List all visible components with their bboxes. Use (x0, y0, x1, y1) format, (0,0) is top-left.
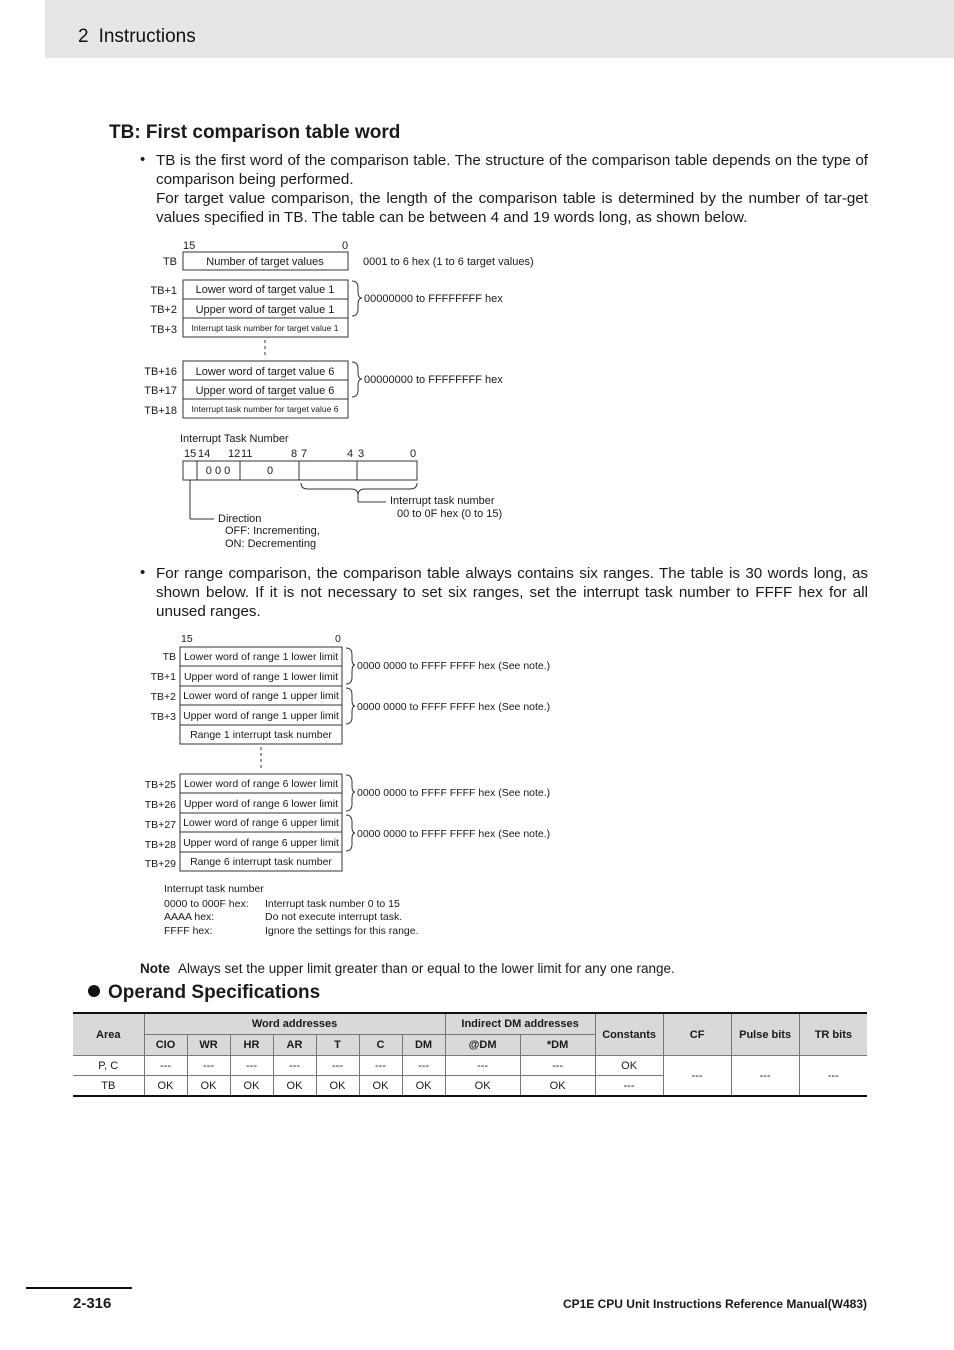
table-cell: --- (144, 1056, 187, 1076)
legend-value: Interrupt task number 0 to 15 (265, 898, 400, 910)
operand-specifications-heading (88, 982, 320, 1004)
row-label: TB+2 (150, 691, 176, 703)
chapter-number: 2 (78, 26, 89, 47)
header-tr-bits: TR bits (799, 1013, 867, 1056)
header-area: Area (73, 1013, 144, 1056)
range-note: 0000 0000 to FFFF FFFF hex (See note.) (357, 787, 551, 799)
row-text: Range 1 interrupt task number (190, 729, 332, 741)
range-note: 0000 0000 to FFFF FFFF hex (See note.) (357, 828, 551, 840)
paragraph-1-text: TB is the first word of the comparison table. The structure of the comparison table depends on the type of comparison being performed. (156, 152, 868, 188)
header-t: T (316, 1035, 359, 1056)
bit-number: 0 (410, 448, 417, 460)
header-c: C (359, 1035, 402, 1056)
row-text: Lower word of range 6 lower limit (183, 778, 339, 790)
range-note: 0000 0000 to FFFF FFFF hex (See note.) (357, 701, 551, 713)
row-label: TB+1 (150, 285, 177, 297)
table-cell: OK (273, 1076, 316, 1097)
header-indirect: Indirect DM addresses (445, 1013, 595, 1035)
row-text: Upper word of target value 6 (195, 385, 335, 397)
row-text: Interrupt task number for target value 6 (191, 404, 339, 414)
cell-tr-bits: --- (799, 1056, 867, 1097)
table-cell: OK (402, 1076, 445, 1097)
row-text: Upper word of range 1 upper limit (183, 710, 339, 722)
table-cell: --- (402, 1056, 445, 1076)
bitfield-zeros: 0 0 0 (205, 465, 231, 477)
task-number-label: Interrupt task number (390, 495, 495, 507)
range-note: 00000000 to FFFFFFFF hex (364, 374, 503, 386)
cell-area: P, C (73, 1056, 144, 1076)
legend-key: AAAA hex: (164, 911, 215, 923)
row-label: TB+26 (144, 799, 176, 811)
bit-number: 4 (347, 448, 354, 460)
row-label: TB (162, 651, 176, 663)
table-cell: --- (230, 1056, 273, 1076)
page-number: 2-316 (73, 1295, 112, 1312)
cell-constants: OK (595, 1056, 663, 1076)
row-label: TB+25 (144, 779, 176, 791)
section-title: TB: First comparison table word (109, 122, 401, 143)
legend-value: Do not execute interrupt task. (265, 911, 403, 923)
row-text: Lower word of target value 1 (195, 284, 335, 296)
table-cell: --- (445, 1056, 520, 1076)
header-word-addresses: Word addresses (144, 1013, 445, 1035)
bit-number: 14 (198, 448, 211, 460)
row-text: Upper word of target value 1 (195, 304, 335, 316)
row-label: TB+1 (150, 671, 176, 683)
legend-key: FFFF hex: (164, 925, 213, 937)
table-cell: OK (445, 1076, 520, 1097)
row-label: TB+17 (144, 385, 177, 397)
legend-value: Ignore the settings for this range. (265, 925, 419, 937)
paragraph-1b-text: For target value comparison, the length of the comparison table is determined by the number of tar-get values specified in TB. The table can be between 4 and 19 words long, as shown below. (156, 190, 868, 226)
row-text: Lower word of target value 6 (195, 366, 335, 378)
row-label: TB+3 (150, 711, 176, 723)
bit-number: 7 (301, 448, 308, 460)
row-label: TB+18 (144, 405, 177, 417)
direction-off: OFF: Incrementing, (225, 525, 320, 537)
range-note: 0000 0000 to FFFF FFFF hex (See note.) (357, 660, 551, 672)
table-cell: OK (520, 1076, 595, 1097)
table-cell: --- (359, 1056, 402, 1076)
row-text: Lower word of range 1 lower limit (183, 651, 339, 663)
header-hr: HR (230, 1035, 273, 1056)
manual-title: CP1E CPU Unit Instructions Reference Manual(W483) (562, 1297, 867, 1311)
table-cell: OK (144, 1076, 187, 1097)
range-note: 00000000 to FFFFFFFF hex (364, 293, 503, 305)
table-cell: --- (520, 1056, 595, 1076)
direction-on: ON: Decrementing (225, 538, 317, 550)
bullet-dot: • (140, 564, 146, 581)
header-wr: WR (187, 1035, 230, 1056)
operand-table (73, 1012, 867, 1097)
row-text: Lower word of range 6 upper limit (183, 817, 339, 829)
cell-cf: --- (663, 1056, 731, 1097)
header-constants: Constants (595, 1013, 663, 1056)
header-pulse-bits: Pulse bits (731, 1013, 799, 1056)
table-cell: OK (187, 1076, 230, 1097)
row-label: TB+2 (150, 304, 177, 316)
table-cell: OK (230, 1076, 273, 1097)
bit-number: 3 (358, 448, 365, 460)
cell-area: TB (73, 1076, 144, 1097)
bit-number: 8 (291, 448, 298, 460)
header-star-dm: *DM (520, 1035, 595, 1056)
header-cio: CIO (144, 1035, 187, 1056)
row-label: TB+3 (150, 324, 177, 336)
header-dm: DM (402, 1035, 445, 1056)
bullet-dot: • (140, 151, 146, 168)
table-cell: --- (187, 1056, 230, 1076)
operand-specifications-title: Operand Specifications (108, 982, 321, 1003)
legend-key: 0000 to 000F hex: (164, 898, 249, 910)
row-text: Interrupt task number for target value 1 (191, 323, 339, 333)
bit-label-0: 0 (335, 633, 341, 645)
footer-rule (26, 1287, 132, 1289)
legend-title: Interrupt task number (164, 883, 264, 895)
direction-label: Direction (218, 513, 262, 525)
cell-pulse-bits: --- (731, 1056, 799, 1097)
row-label: TB+29 (144, 858, 176, 870)
bullet-icon (88, 985, 100, 997)
bit-label-15: 15 (181, 633, 193, 645)
note-text: Always set the upper limit greater than or equal to the lower limit for any one range. (178, 961, 675, 976)
bit-label-0: 0 (342, 240, 349, 252)
bit-number: 12 (228, 448, 241, 460)
note-label: Note (140, 961, 170, 976)
row-text: Upper word of range 6 upper limit (183, 837, 339, 849)
range-note: 0001 to 6 hex (1 to 6 target values) (363, 256, 534, 268)
row-text: Number of target values (206, 256, 324, 268)
table-cell: --- (273, 1056, 316, 1076)
header-ar: AR (273, 1035, 316, 1056)
row-text: Upper word of range 6 lower limit (183, 798, 339, 810)
note (140, 961, 675, 976)
table-cell: OK (316, 1076, 359, 1097)
bit-label-15: 15 (183, 240, 196, 252)
header-at-dm: @DM (445, 1035, 520, 1056)
row-text: Upper word of range 1 lower limit (183, 671, 339, 683)
row-text: Range 6 interrupt task number (190, 856, 332, 868)
task-number-range: 00 to 0F hex (0 to 15) (397, 508, 503, 520)
row-text: Lower word of range 1 upper limit (183, 690, 339, 702)
table-row (73, 1056, 867, 1076)
table-cell: OK (359, 1076, 402, 1097)
cell-constants: --- (595, 1076, 663, 1097)
bit-number: 15 (184, 448, 197, 460)
row-label: TB (162, 256, 177, 268)
header-cf: CF (663, 1013, 731, 1056)
paragraph-2: For range comparison, the comparison table always contains six ranges. The table is 30 words long, as shown below. If it is not necessary to set six ranges, set the interrupt task number to FFFF hex for all unused ranges. (156, 565, 868, 620)
table-cell: --- (316, 1056, 359, 1076)
row-label: TB+27 (144, 819, 176, 831)
row-label: TB+16 (144, 366, 177, 378)
chapter-title: Instructions (98, 26, 196, 47)
bit-number: 11 (241, 448, 253, 460)
bitfield-title: Interrupt Task Number (180, 433, 289, 445)
bitfield-zero: 0 (266, 465, 274, 477)
row-label: TB+28 (144, 839, 176, 851)
